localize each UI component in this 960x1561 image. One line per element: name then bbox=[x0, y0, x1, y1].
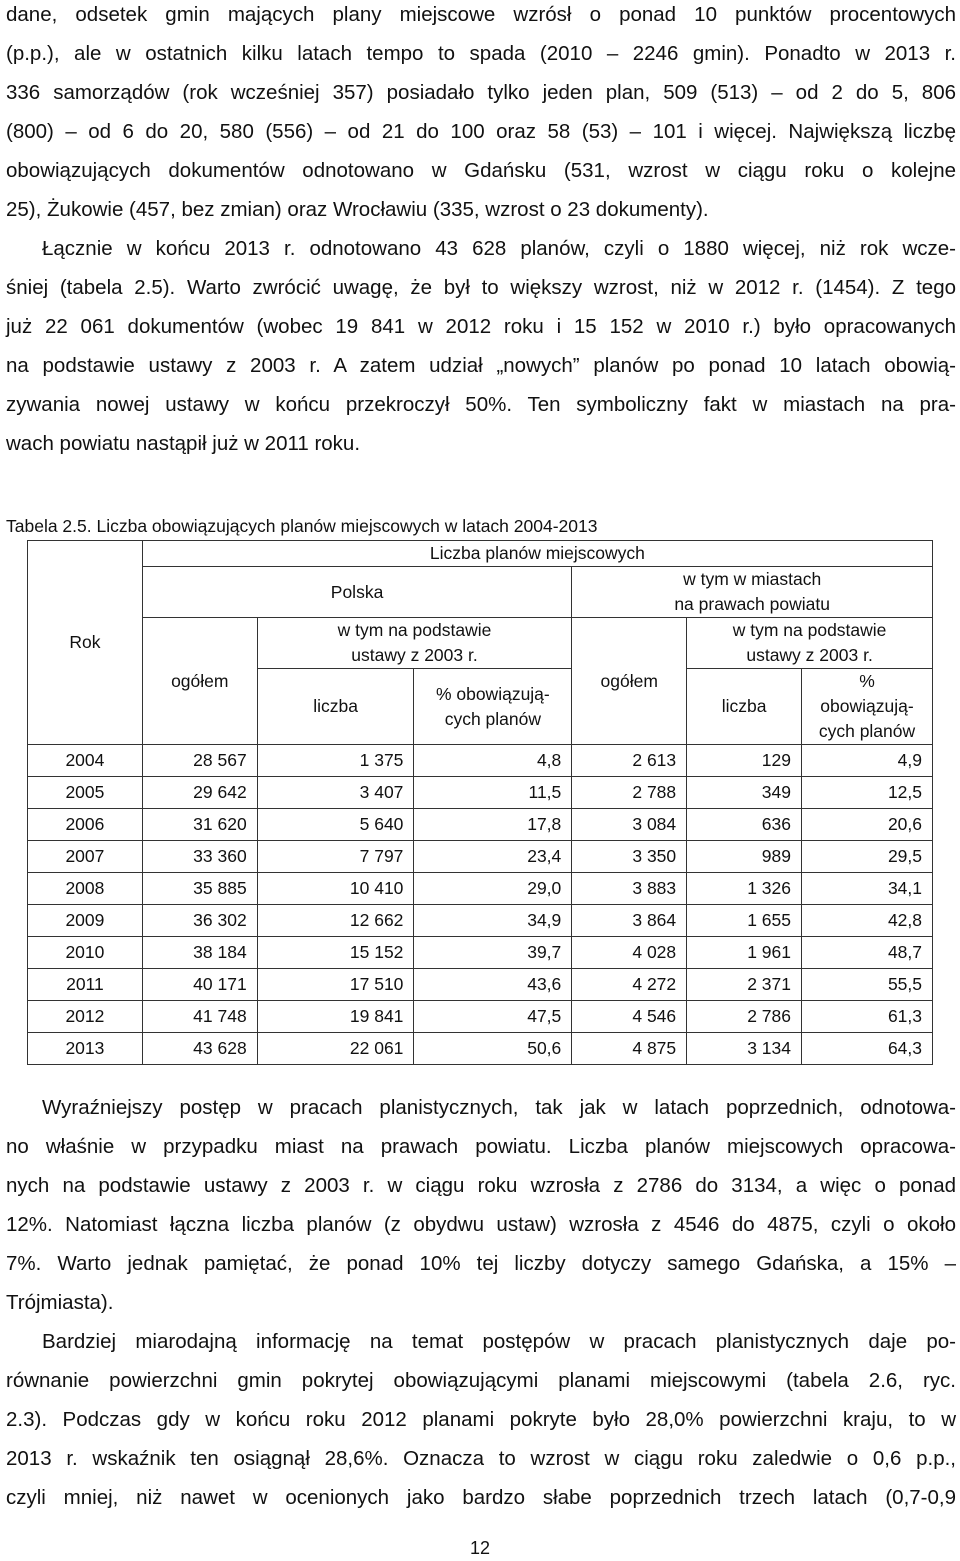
cell-year: 2007 bbox=[28, 841, 143, 873]
header-procent-line: cych planów bbox=[818, 721, 916, 741]
text-line: czyli mniej, niż nawet w ocenionych jako bardzo słabe poprzednich trzech latach (0,7-0,9 bbox=[6, 1486, 956, 1509]
cell-polska-liczba: 10 410 bbox=[257, 873, 414, 905]
header-w-tym-miasta bbox=[687, 618, 933, 669]
cell-miasta-liczba: 2 786 bbox=[687, 1001, 802, 1033]
cell-polska-liczba: 7 797 bbox=[257, 841, 414, 873]
cell-miasta-ogolem: 4 272 bbox=[572, 969, 687, 1001]
cell-miasta-ogolem: 3 350 bbox=[572, 841, 687, 873]
text-line: 2.3). Podczas gdy w końcu roku 2012 planami pokryte było 28,0% powierzchni kraju, to w bbox=[6, 1408, 956, 1431]
header-procent-miasta bbox=[802, 669, 933, 745]
cell-miasta-liczba: 2 371 bbox=[687, 969, 802, 1001]
header-rok: Rok bbox=[28, 541, 143, 745]
header-w-tym-line: w tym na podstawie bbox=[732, 620, 887, 640]
cell-miasta-procent: 20,6 bbox=[802, 809, 933, 841]
header-liczba-planow: Liczba planów miejscowych bbox=[142, 541, 932, 567]
cell-polska-procent: 39,7 bbox=[414, 937, 572, 969]
header-ogolem-polska: ogółem bbox=[142, 618, 257, 745]
table-body bbox=[28, 745, 933, 1065]
cell-miasta-ogolem: 4 028 bbox=[572, 937, 687, 969]
header-procent-line: % obowiązują- bbox=[820, 671, 914, 716]
cell-miasta-liczba: 349 bbox=[687, 777, 802, 809]
cell-polska-procent: 17,8 bbox=[414, 809, 572, 841]
text-line: na podstawie ustawy z 2003 r. A zatem udział „nowych” planów po ponad 10 latach obowią- bbox=[6, 354, 956, 377]
header-w-tym-line: w tym na podstawie bbox=[337, 620, 492, 640]
cell-miasta-liczba: 636 bbox=[687, 809, 802, 841]
table-caption: Tabela 2.5. Liczba obowiązujących planów miejscowych w latach 2004-2013 bbox=[6, 516, 598, 536]
text-line: 25), Żukowie (457, bez zmian) oraz Wrocławiu (335, wzrost o 23 dokumenty). bbox=[6, 198, 709, 221]
text-line: 12%. Natomiast łączna liczba planów (z obydwu ustaw) wzrosła z 4546 do 4875, czyli o około bbox=[6, 1213, 956, 1236]
cell-miasta-ogolem: 3 883 bbox=[572, 873, 687, 905]
cell-polska-procent: 47,5 bbox=[414, 1001, 572, 1033]
cell-polska-procent: 43,6 bbox=[414, 969, 572, 1001]
table-row bbox=[28, 777, 933, 809]
table-header-row bbox=[28, 541, 933, 567]
header-polska: Polska bbox=[142, 567, 571, 618]
cell-miasta-procent: 61,3 bbox=[802, 1001, 933, 1033]
cell-polska-liczba: 19 841 bbox=[257, 1001, 414, 1033]
cell-miasta-procent: 4,9 bbox=[802, 745, 933, 777]
paragraph-plans-counts bbox=[6, 0, 956, 229]
cell-miasta-procent: 48,7 bbox=[802, 937, 933, 969]
text-line: już 22 061 dokumentów (wobec 19 841 w 2012 roku i 15 152 w 2010 r.) było opracowanych bbox=[6, 315, 956, 338]
text-line: 2013 r. wskaźnik ten osiągnął 28,6%. Oznacza to wzrost w ciągu roku zaledwie o 0,6 p.p., bbox=[6, 1447, 956, 1470]
cell-miasta-ogolem: 4 875 bbox=[572, 1033, 687, 1065]
cell-polska-ogolem: 28 567 bbox=[142, 745, 257, 777]
text-line: 7%. Warto jednak pamiętać, że ponad 10% tej liczby dotyczy samego Gdańska, a 15% – bbox=[6, 1252, 956, 1275]
table-row bbox=[28, 1001, 933, 1033]
cell-polska-procent: 29,0 bbox=[414, 873, 572, 905]
cell-miasta-ogolem: 3 084 bbox=[572, 809, 687, 841]
cell-miasta-procent: 29,5 bbox=[802, 841, 933, 873]
cell-miasta-procent: 42,8 bbox=[802, 905, 933, 937]
table-row bbox=[28, 841, 933, 873]
cell-year: 2012 bbox=[28, 1001, 143, 1033]
header-liczba-polska: liczba bbox=[257, 669, 414, 745]
cell-polska-procent: 23,4 bbox=[414, 841, 572, 873]
text-line: wach powiatu nastąpił już w 2011 roku. bbox=[6, 432, 361, 455]
cell-miasta-procent: 12,5 bbox=[802, 777, 933, 809]
table-row bbox=[28, 937, 933, 969]
paragraph-area bbox=[6, 1322, 956, 1517]
cell-miasta-liczba: 3 134 bbox=[687, 1033, 802, 1065]
text-line: 336 samorządów (rok wcześniej 357) posiadało tylko jeden plan, 509 (513) – od 2 do 5, 806 bbox=[6, 81, 956, 104]
cell-polska-liczba: 15 152 bbox=[257, 937, 414, 969]
page-number: 12 bbox=[469, 1538, 491, 1558]
cell-polska-ogolem: 35 885 bbox=[142, 873, 257, 905]
cell-polska-ogolem: 40 171 bbox=[142, 969, 257, 1001]
text-line: Bardziej miarodajną informację na temat postępów w pracach planistycznych daje po- bbox=[42, 1330, 956, 1353]
cell-polska-liczba: 22 061 bbox=[257, 1033, 414, 1065]
cell-polska-ogolem: 43 628 bbox=[142, 1033, 257, 1065]
text-line: Łącznie w końcu 2013 r. odnotowano 43 628 planów, czyli o 1880 więcej, niż rok wcze- bbox=[42, 237, 956, 260]
cell-polska-procent: 50,6 bbox=[414, 1033, 572, 1065]
text-line: Wyraźniejszy postęp w pracach planistycznych, tak jak w latach poprzednich, odnotowa- bbox=[42, 1096, 956, 1119]
cell-year: 2008 bbox=[28, 873, 143, 905]
text-line: nych na podstawie ustawy z 2003 r. w ciągu roku wzrosła z 2786 do 3134, a więc o ponad bbox=[6, 1174, 956, 1197]
text-line: równanie powierzchni gmin pokrytej obowiązującymi planami miejscowymi (tabela 2.6, ryc. bbox=[6, 1369, 956, 1392]
cell-year: 2011 bbox=[28, 969, 143, 1001]
cell-miasta-liczba: 129 bbox=[687, 745, 802, 777]
cell-miasta-procent: 34,1 bbox=[802, 873, 933, 905]
cell-miasta-procent: 64,3 bbox=[802, 1033, 933, 1065]
cell-miasta-liczba: 989 bbox=[687, 841, 802, 873]
cell-polska-procent: 34,9 bbox=[414, 905, 572, 937]
cell-polska-liczba: 17 510 bbox=[257, 969, 414, 1001]
paragraph-cities bbox=[6, 1088, 956, 1322]
text-line: dane, odsetek gmin mających plany miejscowe wzrósł o ponad 10 punktów procentowych bbox=[6, 3, 956, 26]
text-line: no właśnie w przypadku miast na prawach powiatu. Liczba planów miejscowych opracowa- bbox=[6, 1135, 956, 1158]
cell-polska-liczba: 1 375 bbox=[257, 745, 414, 777]
cell-polska-ogolem: 31 620 bbox=[142, 809, 257, 841]
cell-polska-ogolem: 41 748 bbox=[142, 1001, 257, 1033]
paragraph-total-plans bbox=[6, 229, 956, 463]
table-header-row bbox=[28, 618, 933, 669]
header-liczba-miasta: liczba bbox=[687, 669, 802, 745]
cell-polska-liczba: 3 407 bbox=[257, 777, 414, 809]
header-w-tym-polska bbox=[257, 618, 572, 669]
cell-miasta-ogolem: 2 613 bbox=[572, 745, 687, 777]
cell-polska-ogolem: 29 642 bbox=[142, 777, 257, 809]
cell-year: 2006 bbox=[28, 809, 143, 841]
table-header-row bbox=[28, 567, 933, 618]
header-miasta-line: w tym w miastach bbox=[683, 569, 822, 589]
table-row bbox=[28, 1033, 933, 1065]
cell-polska-ogolem: 33 360 bbox=[142, 841, 257, 873]
table-row bbox=[28, 873, 933, 905]
cell-polska-procent: 11,5 bbox=[414, 777, 572, 809]
cell-miasta-procent: 55,5 bbox=[802, 969, 933, 1001]
text-line: (800) – od 6 do 20, 580 (556) – od 21 do 100 oraz 58 (53) – 101 i więcej. Największą liczbę bbox=[6, 120, 956, 143]
header-w-tym-line: ustawy z 2003 r. bbox=[351, 645, 478, 665]
cell-polska-ogolem: 36 302 bbox=[142, 905, 257, 937]
cell-miasta-liczba: 1 961 bbox=[687, 937, 802, 969]
header-procent-line: cych planów bbox=[444, 708, 541, 729]
header-ogolem-miasta: ogółem bbox=[572, 618, 687, 745]
cell-miasta-liczba: 1 326 bbox=[687, 873, 802, 905]
text-line: śniej (tabela 2.5). Warto zwrócić uwagę, że był to większy wzrost, niż w 2012 r. (1454). Z tego bbox=[6, 276, 956, 299]
table-row bbox=[28, 969, 933, 1001]
text-line: Trójmiasta). bbox=[6, 1291, 114, 1314]
cell-miasta-liczba: 1 655 bbox=[687, 905, 802, 937]
header-procent-line: % obowiązują- bbox=[435, 683, 550, 704]
cell-year: 2004 bbox=[28, 745, 143, 777]
plans-table bbox=[27, 540, 933, 1065]
header-w-tym-line: ustawy z 2003 r. bbox=[746, 645, 873, 665]
header-miasta bbox=[572, 567, 933, 618]
cell-polska-liczba: 5 640 bbox=[257, 809, 414, 841]
text-line: (p.p.), ale w ostatnich kilku latach tempo to spada (2010 – 2246 gmin). Ponadto w 2013 r. bbox=[6, 42, 956, 65]
cell-year: 2005 bbox=[28, 777, 143, 809]
cell-polska-liczba: 12 662 bbox=[257, 905, 414, 937]
text-line: obowiązujących dokumentów odnotowano w Gdańsku (531, wzrost w ciągu roku o kolejne bbox=[6, 159, 956, 182]
cell-polska-ogolem: 38 184 bbox=[142, 937, 257, 969]
cell-year: 2010 bbox=[28, 937, 143, 969]
header-miasta-line: na prawach powiatu bbox=[674, 594, 830, 614]
table-row bbox=[28, 745, 933, 777]
table-row bbox=[28, 809, 933, 841]
cell-year: 2013 bbox=[28, 1033, 143, 1065]
header-procent-polska bbox=[414, 669, 572, 745]
cell-polska-procent: 4,8 bbox=[414, 745, 572, 777]
cell-miasta-ogolem: 4 546 bbox=[572, 1001, 687, 1033]
text-line: zywania nowej ustawy w końcu przekroczył 50%. Ten symboliczny fakt w miastach na pra- bbox=[6, 393, 956, 416]
table-row bbox=[28, 905, 933, 937]
cell-miasta-ogolem: 2 788 bbox=[572, 777, 687, 809]
cell-miasta-ogolem: 3 864 bbox=[572, 905, 687, 937]
cell-year: 2009 bbox=[28, 905, 143, 937]
